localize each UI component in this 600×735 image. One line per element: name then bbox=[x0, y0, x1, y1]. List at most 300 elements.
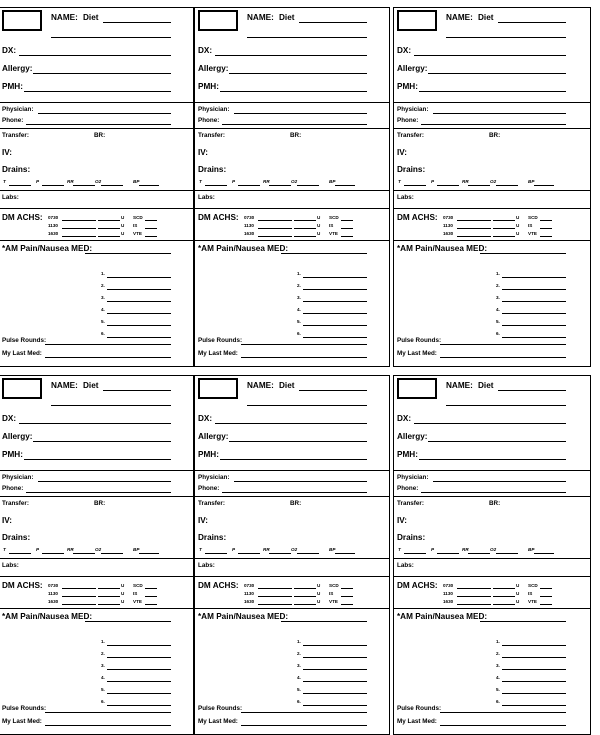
dm-value-line[interactable] bbox=[457, 220, 491, 221]
dm-time-label: 0730 bbox=[48, 583, 59, 588]
drains-label: Drains: bbox=[397, 165, 426, 174]
dm-time-label: 1130 bbox=[48, 223, 58, 228]
prophylaxis-line[interactable] bbox=[540, 220, 552, 221]
vital-t-label: T bbox=[199, 547, 202, 552]
physician-line[interactable] bbox=[234, 113, 367, 114]
med-line[interactable] bbox=[107, 693, 171, 694]
vital-rr-line[interactable] bbox=[73, 553, 95, 554]
dm-units-line[interactable] bbox=[98, 236, 120, 237]
name-line-2[interactable] bbox=[51, 37, 171, 38]
prophylaxis-is-label: IS bbox=[133, 591, 138, 596]
prophylaxis-line[interactable] bbox=[145, 604, 157, 605]
dm-value-line[interactable] bbox=[62, 588, 96, 589]
am-pain-line[interactable] bbox=[85, 621, 171, 622]
med-number-label: 5. bbox=[297, 319, 301, 324]
pmh-line[interactable] bbox=[419, 91, 566, 92]
med-line[interactable] bbox=[502, 289, 566, 290]
physician-label: Physician: bbox=[198, 106, 230, 113]
vital-p-label: P bbox=[36, 179, 40, 184]
room-number-box[interactable] bbox=[397, 10, 437, 31]
drains-label: Drains: bbox=[397, 533, 426, 542]
med-line[interactable] bbox=[303, 277, 367, 278]
room-number-box[interactable] bbox=[198, 10, 238, 31]
vital-rr-line[interactable] bbox=[269, 553, 291, 554]
vital-o2-line[interactable] bbox=[297, 185, 319, 186]
divider bbox=[394, 190, 590, 191]
phone-line[interactable] bbox=[421, 492, 566, 493]
physician-line[interactable] bbox=[433, 481, 566, 482]
dx-label: DX: bbox=[2, 414, 17, 423]
labs-label: Labs: bbox=[198, 194, 215, 201]
br-label: BR: bbox=[290, 132, 302, 139]
my-last-med-label: My Last Med: bbox=[198, 350, 238, 357]
am-pain-label: *AM Pain/Nausea MED: bbox=[397, 612, 488, 621]
am-pain-line[interactable] bbox=[480, 621, 566, 622]
prophylaxis-is-label: IS bbox=[528, 591, 533, 596]
pulse-rounds-line[interactable] bbox=[440, 712, 566, 713]
pmh-label: PMH: bbox=[397, 82, 418, 91]
name-line-2[interactable] bbox=[446, 37, 566, 38]
vital-bp-line[interactable] bbox=[534, 185, 554, 186]
pulse-rounds-label: Pulse Rounds: bbox=[198, 337, 243, 344]
prophylaxis-line[interactable] bbox=[341, 604, 353, 605]
dm-value-line[interactable] bbox=[457, 236, 491, 237]
vital-t-line[interactable] bbox=[9, 553, 31, 554]
patient-card bbox=[194, 375, 390, 735]
dm-time-label: 1630 bbox=[244, 599, 255, 604]
pmh-label: PMH: bbox=[2, 450, 23, 459]
dm-time-label: 0730 bbox=[443, 583, 454, 588]
vital-p-line[interactable] bbox=[238, 185, 260, 186]
med-line[interactable] bbox=[303, 657, 367, 658]
my-last-med-line[interactable] bbox=[45, 725, 171, 726]
name-label: NAME: bbox=[446, 13, 473, 22]
physician-label: Physician: bbox=[198, 474, 230, 481]
prophylaxis-scd-label: SCD bbox=[528, 215, 538, 220]
prophylaxis-line[interactable] bbox=[341, 596, 353, 597]
name-label: NAME: bbox=[51, 13, 78, 22]
vital-bp-line[interactable] bbox=[139, 553, 159, 554]
med-number-label: 4. bbox=[496, 675, 500, 680]
med-line[interactable] bbox=[107, 325, 171, 326]
dm-value-line[interactable] bbox=[258, 604, 292, 605]
med-line[interactable] bbox=[502, 325, 566, 326]
diet-label: Diet bbox=[279, 13, 295, 22]
med-line[interactable] bbox=[502, 277, 566, 278]
name-line-2[interactable] bbox=[51, 405, 171, 406]
dm-unit-label: U bbox=[516, 591, 520, 596]
dx-line[interactable] bbox=[19, 55, 171, 56]
divider bbox=[394, 608, 590, 609]
med-number-label: 1. bbox=[496, 271, 500, 276]
dm-units-line[interactable] bbox=[493, 236, 515, 237]
allergy-label: Allergy: bbox=[2, 432, 33, 441]
med-line[interactable] bbox=[107, 337, 171, 338]
med-line[interactable] bbox=[107, 301, 171, 302]
med-line[interactable] bbox=[303, 301, 367, 302]
vital-t-label: T bbox=[199, 179, 202, 184]
dm-units-line[interactable] bbox=[493, 604, 515, 605]
med-line[interactable] bbox=[303, 289, 367, 290]
dm-units-line[interactable] bbox=[493, 588, 515, 589]
med-number-label: 2. bbox=[496, 283, 500, 288]
pmh-label: PMH: bbox=[397, 450, 418, 459]
dm-unit-label: U bbox=[317, 215, 321, 220]
vital-o2-line[interactable] bbox=[496, 553, 518, 554]
physician-line[interactable] bbox=[38, 481, 171, 482]
divider bbox=[195, 208, 389, 209]
patient-card bbox=[393, 7, 591, 367]
dm-value-line[interactable] bbox=[457, 604, 491, 605]
med-line[interactable] bbox=[303, 337, 367, 338]
vital-bp-line[interactable] bbox=[139, 185, 159, 186]
dm-units-line[interactable] bbox=[294, 588, 316, 589]
med-line[interactable] bbox=[303, 681, 367, 682]
med-number-label: 5. bbox=[297, 687, 301, 692]
pulse-rounds-line[interactable] bbox=[241, 344, 367, 345]
prophylaxis-line[interactable] bbox=[540, 228, 552, 229]
vital-o2-line[interactable] bbox=[101, 185, 123, 186]
am-pain-line[interactable] bbox=[281, 621, 367, 622]
dm-value-line[interactable] bbox=[457, 228, 491, 229]
dm-value-line[interactable] bbox=[62, 228, 96, 229]
am-pain-line[interactable] bbox=[480, 253, 566, 254]
prophylaxis-line[interactable] bbox=[145, 596, 157, 597]
prophylaxis-line[interactable] bbox=[341, 236, 353, 237]
name-line[interactable] bbox=[103, 390, 171, 391]
med-line[interactable] bbox=[502, 693, 566, 694]
dm-unit-label: U bbox=[516, 223, 520, 228]
room-number-box[interactable] bbox=[198, 378, 238, 399]
vital-bp-line[interactable] bbox=[335, 553, 355, 554]
dm-value-line[interactable] bbox=[258, 236, 292, 237]
med-number-label: 3. bbox=[297, 295, 301, 300]
dm-value-line[interactable] bbox=[457, 588, 491, 589]
med-number-label: 5. bbox=[496, 319, 500, 324]
vital-rr-line[interactable] bbox=[468, 185, 490, 186]
labs-label: Labs: bbox=[397, 194, 414, 201]
pulse-rounds-line[interactable] bbox=[45, 712, 171, 713]
vital-p-label: P bbox=[36, 547, 40, 552]
my-last-med-line[interactable] bbox=[440, 725, 566, 726]
prophylaxis-vte-label: VTE bbox=[528, 599, 537, 604]
prophylaxis-vte-label: VTE bbox=[133, 599, 142, 604]
med-number-label: 2. bbox=[496, 651, 500, 656]
vital-bp-line[interactable] bbox=[335, 185, 355, 186]
prophylaxis-scd-label: SCD bbox=[133, 583, 143, 588]
med-line[interactable] bbox=[502, 313, 566, 314]
med-number-label: 3. bbox=[297, 663, 301, 668]
name-line-2[interactable] bbox=[247, 37, 367, 38]
phone-label: Phone: bbox=[397, 485, 419, 492]
vital-rr-label: RR bbox=[263, 547, 270, 552]
vital-p-line[interactable] bbox=[42, 185, 64, 186]
dm-units-line[interactable] bbox=[294, 604, 316, 605]
phone-line[interactable] bbox=[26, 124, 171, 125]
vital-rr-line[interactable] bbox=[269, 185, 291, 186]
med-line[interactable] bbox=[107, 313, 171, 314]
phone-label: Phone: bbox=[2, 485, 24, 492]
my-last-med-line[interactable] bbox=[45, 357, 171, 358]
prophylaxis-scd-label: SCD bbox=[133, 215, 143, 220]
dm-achs-label: DM ACHS: bbox=[198, 213, 239, 222]
dm-units-line[interactable] bbox=[98, 604, 120, 605]
dm-value-line[interactable] bbox=[62, 220, 96, 221]
name-line[interactable] bbox=[299, 390, 367, 391]
vital-o2-line[interactable] bbox=[496, 185, 518, 186]
med-number-label: 5. bbox=[496, 687, 500, 692]
allergy-label: Allergy: bbox=[198, 64, 229, 73]
allergy-line[interactable] bbox=[33, 73, 171, 74]
med-line[interactable] bbox=[502, 301, 566, 302]
drains-label: Drains: bbox=[198, 165, 227, 174]
med-line[interactable] bbox=[107, 289, 171, 290]
dm-achs-label: DM ACHS: bbox=[2, 581, 43, 590]
pulse-rounds-line[interactable] bbox=[241, 712, 367, 713]
med-line[interactable] bbox=[107, 705, 171, 706]
med-line[interactable] bbox=[107, 645, 171, 646]
prophylaxis-line[interactable] bbox=[145, 228, 157, 229]
vital-bp-line[interactable] bbox=[534, 553, 554, 554]
room-number-box[interactable] bbox=[397, 378, 437, 399]
dm-time-label: 1630 bbox=[443, 599, 454, 604]
dm-value-line[interactable] bbox=[62, 604, 96, 605]
am-pain-line[interactable] bbox=[85, 253, 171, 254]
dm-value-line[interactable] bbox=[62, 236, 96, 237]
dm-units-line[interactable] bbox=[294, 220, 316, 221]
dx-line[interactable] bbox=[414, 423, 566, 424]
dx-label: DX: bbox=[198, 46, 213, 55]
prophylaxis-line[interactable] bbox=[341, 220, 353, 221]
my-last-med-line[interactable] bbox=[241, 725, 367, 726]
allergy-line[interactable] bbox=[428, 73, 566, 74]
med-line[interactable] bbox=[502, 681, 566, 682]
phone-line[interactable] bbox=[222, 492, 367, 493]
vital-rr-label: RR bbox=[462, 179, 469, 184]
dm-unit-label: U bbox=[516, 231, 520, 236]
vital-t-line[interactable] bbox=[9, 185, 31, 186]
name-line[interactable] bbox=[498, 22, 566, 23]
diet-label: Diet bbox=[83, 381, 99, 390]
dm-units-line[interactable] bbox=[98, 588, 120, 589]
divider bbox=[195, 558, 389, 559]
prophylaxis-line[interactable] bbox=[145, 236, 157, 237]
pmh-line[interactable] bbox=[220, 91, 367, 92]
dm-value-line[interactable] bbox=[258, 220, 292, 221]
name-line[interactable] bbox=[299, 22, 367, 23]
pulse-rounds-line[interactable] bbox=[440, 344, 566, 345]
med-line[interactable] bbox=[303, 645, 367, 646]
dm-units-line[interactable] bbox=[294, 236, 316, 237]
divider bbox=[195, 102, 389, 103]
dm-value-line[interactable] bbox=[258, 228, 292, 229]
my-last-med-line[interactable] bbox=[440, 357, 566, 358]
med-line[interactable] bbox=[303, 669, 367, 670]
dm-value-line[interactable] bbox=[258, 596, 292, 597]
divider bbox=[394, 496, 590, 497]
prophylaxis-line[interactable] bbox=[540, 604, 552, 605]
divider bbox=[195, 496, 389, 497]
vital-t-label: T bbox=[3, 547, 6, 552]
med-line[interactable] bbox=[107, 681, 171, 682]
prophylaxis-is-label: IS bbox=[133, 223, 138, 228]
allergy-label: Allergy: bbox=[397, 432, 428, 441]
vital-p-line[interactable] bbox=[42, 553, 64, 554]
pmh-label: PMH: bbox=[198, 450, 219, 459]
allergy-line[interactable] bbox=[428, 441, 566, 442]
dm-unit-label: U bbox=[121, 599, 125, 604]
pmh-line[interactable] bbox=[419, 459, 566, 460]
med-line[interactable] bbox=[303, 705, 367, 706]
med-line[interactable] bbox=[303, 325, 367, 326]
prophylaxis-line[interactable] bbox=[540, 596, 552, 597]
transfer-label: Transfer: bbox=[2, 132, 29, 139]
am-pain-label: *AM Pain/Nausea MED: bbox=[198, 612, 289, 621]
dm-units-line[interactable] bbox=[294, 596, 316, 597]
med-line[interactable] bbox=[107, 277, 171, 278]
vital-o2-line[interactable] bbox=[297, 553, 319, 554]
dm-units-line[interactable] bbox=[493, 220, 515, 221]
dm-units-line[interactable] bbox=[98, 220, 120, 221]
med-line[interactable] bbox=[502, 657, 566, 658]
prophylaxis-is-label: IS bbox=[528, 223, 533, 228]
vital-p-line[interactable] bbox=[437, 553, 459, 554]
vital-t-line[interactable] bbox=[404, 185, 426, 186]
prophylaxis-line[interactable] bbox=[145, 588, 157, 589]
pulse-rounds-label: Pulse Rounds: bbox=[397, 337, 442, 344]
physician-line[interactable] bbox=[38, 113, 171, 114]
dm-value-line[interactable] bbox=[258, 588, 292, 589]
vital-rr-line[interactable] bbox=[468, 553, 490, 554]
dm-units-line[interactable] bbox=[493, 228, 515, 229]
my-last-med-label: My Last Med: bbox=[397, 718, 437, 725]
name-line[interactable] bbox=[103, 22, 171, 23]
prophylaxis-line[interactable] bbox=[145, 220, 157, 221]
pmh-line[interactable] bbox=[24, 91, 171, 92]
my-last-med-label: My Last Med: bbox=[2, 718, 42, 725]
allergy-line[interactable] bbox=[229, 73, 367, 74]
vital-t-line[interactable] bbox=[205, 185, 227, 186]
my-last-med-line[interactable] bbox=[241, 357, 367, 358]
divider bbox=[394, 128, 590, 129]
physician-line[interactable] bbox=[234, 481, 367, 482]
vital-bp-label: BP bbox=[329, 179, 336, 184]
prophylaxis-line[interactable] bbox=[341, 228, 353, 229]
br-label: BR: bbox=[94, 132, 106, 139]
pmh-line[interactable] bbox=[220, 459, 367, 460]
vital-bp-label: BP bbox=[133, 547, 140, 552]
vital-t-line[interactable] bbox=[205, 553, 227, 554]
phone-label: Phone: bbox=[198, 485, 220, 492]
iv-label: IV: bbox=[397, 148, 408, 157]
dm-value-line[interactable] bbox=[457, 596, 491, 597]
med-number-label: 2. bbox=[297, 283, 301, 288]
dx-line[interactable] bbox=[414, 55, 566, 56]
pmh-line[interactable] bbox=[24, 459, 171, 460]
med-line[interactable] bbox=[107, 657, 171, 658]
physician-label: Physician: bbox=[2, 474, 34, 481]
dm-units-line[interactable] bbox=[98, 596, 120, 597]
name-label: NAME: bbox=[51, 381, 78, 390]
med-number-label: 4. bbox=[101, 307, 105, 312]
divider bbox=[394, 470, 590, 471]
dm-time-label: 1130 bbox=[48, 591, 58, 596]
med-line[interactable] bbox=[502, 669, 566, 670]
phone-line[interactable] bbox=[421, 124, 566, 125]
phone-label: Phone: bbox=[2, 117, 24, 124]
dm-achs-label: DM ACHS: bbox=[397, 581, 438, 590]
phone-line[interactable] bbox=[26, 492, 171, 493]
med-line[interactable] bbox=[107, 669, 171, 670]
allergy-line[interactable] bbox=[229, 441, 367, 442]
transfer-label: Transfer: bbox=[2, 500, 29, 507]
vital-p-line[interactable] bbox=[437, 185, 459, 186]
dm-unit-label: U bbox=[516, 583, 520, 588]
vital-o2-line[interactable] bbox=[101, 553, 123, 554]
room-number-box[interactable] bbox=[2, 10, 42, 31]
med-line[interactable] bbox=[502, 705, 566, 706]
divider bbox=[0, 128, 193, 129]
prophylaxis-scd-label: SCD bbox=[528, 583, 538, 588]
allergy-line[interactable] bbox=[33, 441, 171, 442]
dm-value-line[interactable] bbox=[62, 596, 96, 597]
prophylaxis-line[interactable] bbox=[540, 236, 552, 237]
prophylaxis-line[interactable] bbox=[540, 588, 552, 589]
divider bbox=[0, 558, 193, 559]
dm-time-label: 1630 bbox=[443, 231, 454, 236]
room-number-box[interactable] bbox=[2, 378, 42, 399]
my-last-med-label: My Last Med: bbox=[2, 350, 42, 357]
med-number-label: 3. bbox=[101, 663, 105, 668]
med-number-label: 3. bbox=[101, 295, 105, 300]
med-line[interactable] bbox=[502, 337, 566, 338]
dx-line[interactable] bbox=[215, 55, 367, 56]
prophylaxis-line[interactable] bbox=[341, 588, 353, 589]
med-number-label: 1. bbox=[101, 639, 105, 644]
dm-units-line[interactable] bbox=[98, 228, 120, 229]
vital-p-label: P bbox=[232, 179, 236, 184]
dm-units-line[interactable] bbox=[493, 596, 515, 597]
dm-units-line[interactable] bbox=[294, 228, 316, 229]
am-pain-line[interactable] bbox=[281, 253, 367, 254]
allergy-label: Allergy: bbox=[198, 432, 229, 441]
prophylaxis-vte-label: VTE bbox=[133, 231, 142, 236]
physician-label: Physician: bbox=[397, 474, 429, 481]
iv-label: IV: bbox=[198, 148, 209, 157]
name-line[interactable] bbox=[498, 390, 566, 391]
phone-line[interactable] bbox=[222, 124, 367, 125]
med-line[interactable] bbox=[303, 313, 367, 314]
dx-line[interactable] bbox=[215, 423, 367, 424]
name-line-2[interactable] bbox=[446, 405, 566, 406]
divider bbox=[394, 558, 590, 559]
vital-t-line[interactable] bbox=[404, 553, 426, 554]
pulse-rounds-line[interactable] bbox=[45, 344, 171, 345]
med-number-label: 6. bbox=[297, 331, 301, 336]
vital-rr-line[interactable] bbox=[73, 185, 95, 186]
med-line[interactable] bbox=[303, 693, 367, 694]
dx-line[interactable] bbox=[19, 423, 171, 424]
divider bbox=[394, 240, 590, 241]
phone-label: Phone: bbox=[397, 117, 419, 124]
physician-line[interactable] bbox=[433, 113, 566, 114]
am-pain-label: *AM Pain/Nausea MED: bbox=[198, 244, 289, 253]
transfer-label: Transfer: bbox=[198, 500, 225, 507]
med-line[interactable] bbox=[502, 645, 566, 646]
my-last-med-label: My Last Med: bbox=[397, 350, 437, 357]
vital-p-line[interactable] bbox=[238, 553, 260, 554]
name-line-2[interactable] bbox=[247, 405, 367, 406]
